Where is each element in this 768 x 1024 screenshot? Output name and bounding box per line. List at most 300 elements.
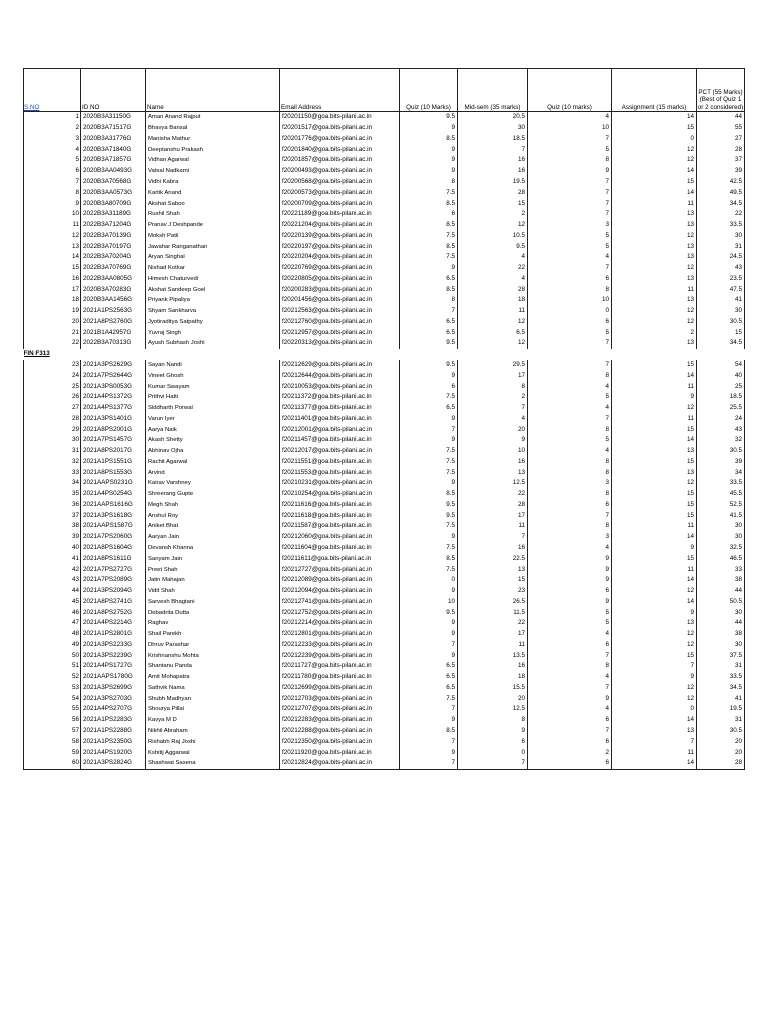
- cell-midsem: 16: [458, 543, 528, 554]
- cell-quiz-2: 7: [528, 263, 612, 274]
- table-row: [24, 736, 745, 747]
- cell-pct: 42.5: [697, 177, 745, 188]
- section-row: [24, 349, 745, 360]
- cell-id: 2021A7PS2644G: [81, 370, 146, 381]
- cell-quiz-1: 6.5: [400, 683, 458, 694]
- cell-quiz-1: 9: [400, 650, 458, 661]
- cell-assignment: 12: [612, 155, 697, 166]
- cell-pct: 32.5: [697, 543, 745, 554]
- cell-quiz-1: 7.5: [400, 187, 458, 198]
- cell-name: Aarya Naik: [146, 424, 280, 435]
- cell-quiz-2: 8: [528, 155, 612, 166]
- cell-quiz-2: 3: [528, 478, 612, 489]
- cell-sno: 11: [24, 220, 81, 231]
- cell-quiz-1: 9: [400, 263, 458, 274]
- cell-name: Aaryan Jain: [146, 532, 280, 543]
- cell-quiz-2: 7: [528, 198, 612, 209]
- cell-quiz-1: 8.5: [400, 220, 458, 231]
- cell-midsem: 20: [458, 693, 528, 704]
- table-row: [24, 457, 745, 468]
- cell-sno: 17: [24, 284, 81, 295]
- cell-quiz-1: 7.5: [400, 457, 458, 468]
- cell-quiz-2: 0: [528, 306, 612, 317]
- cell-quiz-1: 8.5: [400, 553, 458, 564]
- cell-quiz-2: 6: [528, 758, 612, 769]
- cell-quiz-1: 9: [400, 435, 458, 446]
- cell-quiz-1: 7: [400, 306, 458, 317]
- cell-id: 2021A1PS2288G: [81, 726, 146, 737]
- table-row: [24, 166, 745, 177]
- cell-midsem: 22: [458, 618, 528, 629]
- cell-assignment: 0: [612, 704, 697, 715]
- cell-id: 2020B3A71517G: [81, 123, 146, 134]
- cell-name: Yuvraj Singh: [146, 327, 280, 338]
- cell-assignment: 13: [612, 467, 697, 478]
- cell-email: f20211618@goa.bits-pilani.ac.in: [280, 510, 400, 521]
- cell-email: f20212760@goa.bits-pilani.ac.in: [280, 317, 400, 328]
- cell-email: f20210231@goa.bits-pilani.ac.in: [280, 478, 400, 489]
- cell-email: f20212727@goa.bits-pilani.ac.in: [280, 564, 400, 575]
- cell-sno: 14: [24, 252, 81, 263]
- cell-sno: 59: [24, 747, 81, 758]
- cell-sno: 54: [24, 693, 81, 704]
- cell-assignment: 13: [612, 618, 697, 629]
- cell-id: 2020B3A80709G: [81, 198, 146, 209]
- cell-midsem: 7: [458, 758, 528, 769]
- cell-pct: 20: [697, 736, 745, 747]
- cell-name: Pranav J Deshpande: [146, 220, 280, 231]
- cell-name: Anshul Roy: [146, 510, 280, 521]
- cell-quiz-1: 9.5: [400, 607, 458, 618]
- cell-quiz-2: 7: [528, 683, 612, 694]
- cell-quiz-2: 3: [528, 220, 612, 231]
- cell-assignment: 15: [612, 123, 697, 134]
- cell-id: 2021AAPS1587G: [81, 521, 146, 532]
- cell-email: f20212094@goa.bits-pilani.ac.in: [280, 586, 400, 597]
- cell-assignment: 0: [612, 134, 697, 145]
- cell-quiz-1: 6.5: [400, 672, 458, 683]
- cell-quiz-1: 7.5: [400, 564, 458, 575]
- cell-assignment: 15: [612, 457, 697, 468]
- table-row: [24, 187, 745, 198]
- cell-midsem: 20: [458, 424, 528, 435]
- cell-pct: 30: [697, 532, 745, 543]
- cell-sno: 19: [24, 306, 81, 317]
- cell-name: Jawahar Ranganathan: [146, 241, 280, 252]
- marks-sheet: [23, 68, 744, 770]
- cell-assignment: 11: [612, 381, 697, 392]
- cell-midsem: 9: [458, 435, 528, 446]
- cell-assignment: 14: [612, 370, 697, 381]
- cell-assignment: 12: [612, 144, 697, 155]
- cell-id: 2021A8PS1604G: [81, 543, 146, 554]
- cell-name: Shail Parekh: [146, 629, 280, 640]
- cell-id: 2022B3A70197G: [81, 241, 146, 252]
- table-row: [24, 672, 745, 683]
- cell-quiz-2: 3: [528, 532, 612, 543]
- cell-sno: 55: [24, 704, 81, 715]
- cell-pct: 39: [697, 166, 745, 177]
- cell-assignment: 7: [612, 661, 697, 672]
- cell-midsem: 12: [458, 220, 528, 231]
- cell-name: Preet Shah: [146, 564, 280, 575]
- cell-sno: 4: [24, 144, 81, 155]
- table-row: [24, 704, 745, 715]
- cell-email: f20212824@goa.bits-pilani.ac.in: [280, 758, 400, 769]
- cell-sno: 34: [24, 478, 81, 489]
- cell-pct: 47.5: [697, 284, 745, 295]
- cell-midsem: 28: [458, 500, 528, 511]
- cell-sno: 38: [24, 521, 81, 532]
- cell-sno: 40: [24, 543, 81, 554]
- table-row: [24, 489, 745, 500]
- cell-assignment: 14: [612, 715, 697, 726]
- cell-email: f20201456@goa.bits-pilani.ac.in: [280, 295, 400, 306]
- cell-name: Rachit Agarwal: [146, 457, 280, 468]
- cell-quiz-1: 7: [400, 704, 458, 715]
- table-row: [24, 134, 745, 145]
- cell-name: Deeptanshu Prakash: [146, 144, 280, 155]
- cell-pct: 41: [697, 295, 745, 306]
- cell-midsem: 17: [458, 510, 528, 521]
- cell-midsem: 0: [458, 747, 528, 758]
- cell-email: f20211551@goa.bits-pilani.ac.in: [280, 457, 400, 468]
- cell-assignment: 15: [612, 360, 697, 371]
- cell-quiz-2: 6: [528, 736, 612, 747]
- cell-quiz-2: 9: [528, 693, 612, 704]
- cell-quiz-2: 8: [528, 424, 612, 435]
- cell-midsem: 11: [458, 521, 528, 532]
- header-name: Name: [146, 69, 280, 112]
- cell-assignment: 14: [612, 435, 697, 446]
- cell-pct: 25.5: [697, 403, 745, 414]
- cell-quiz-1: 10: [400, 596, 458, 607]
- cell-email: f20211616@goa.bits-pilani.ac.in: [280, 500, 400, 511]
- cell-id: 2020B3A70283G: [81, 284, 146, 295]
- cell-quiz-1: 9: [400, 715, 458, 726]
- table-row: [24, 112, 745, 123]
- cell-assignment: 15: [612, 510, 697, 521]
- cell-email: f20201840@goa.bits-pilani.ac.in: [280, 144, 400, 155]
- table-row: [24, 209, 745, 220]
- cell-id: 2021A1PS2801G: [81, 629, 146, 640]
- cell-name: Devansh Khanna: [146, 543, 280, 554]
- cell-assignment: 15: [612, 177, 697, 188]
- cell-pct: 46.5: [697, 553, 745, 564]
- cell-sno: 60: [24, 758, 81, 769]
- cell-pct: 30.5: [697, 446, 745, 457]
- cell-midsem: 28: [458, 187, 528, 198]
- cell-email: f20210254@goa.bits-pilani.ac.in: [280, 489, 400, 500]
- cell-assignment: 12: [612, 403, 697, 414]
- cell-email: f20212288@goa.bits-pilani.ac.in: [280, 726, 400, 737]
- cell-name: Ayush Subhash Joshi: [146, 338, 280, 349]
- student-rows-group-1: [24, 112, 745, 349]
- cell-name: Nishad Kotkar: [146, 263, 280, 274]
- header-id: ID NO: [81, 69, 146, 112]
- cell-name: Sathvik Nama: [146, 683, 280, 694]
- cell-quiz-1: 8.5: [400, 284, 458, 295]
- cell-name: Arvind: [146, 467, 280, 478]
- cell-assignment: 11: [612, 198, 697, 209]
- cell-email: f20200283@goa.bits-pilani.ac.in: [280, 284, 400, 295]
- cell-pct: 24: [697, 413, 745, 424]
- cell-email: f20212707@goa.bits-pilani.ac.in: [280, 704, 400, 715]
- cell-id: 2021A7PS2060G: [81, 532, 146, 543]
- cell-sno: 30: [24, 435, 81, 446]
- cell-pct: 20: [697, 747, 745, 758]
- cell-id: 2021B1A42957G: [81, 327, 146, 338]
- cell-assignment: 9: [612, 672, 697, 683]
- cell-assignment: 9: [612, 607, 697, 618]
- cell-sno: 26: [24, 392, 81, 403]
- cell-pct: 49.5: [697, 187, 745, 198]
- cell-quiz-2: 6: [528, 586, 612, 597]
- cell-sno: 53: [24, 683, 81, 694]
- cell-id: 2021A4PS1727G: [81, 661, 146, 672]
- cell-midsem: 6.5: [458, 327, 528, 338]
- cell-quiz-2: 2: [528, 747, 612, 758]
- cell-email: f20220139@goa.bits-pilani.ac.in: [280, 230, 400, 241]
- header-pct: PCT (55 Marks) (Best of Quiz 1 or 2 considered): [697, 69, 745, 112]
- cell-pct: 54: [697, 360, 745, 371]
- cell-pct: 40: [697, 370, 745, 381]
- cell-id: 2021A8PS1553G: [81, 467, 146, 478]
- cell-email: f20200493@goa.bits-pilani.ac.in: [280, 166, 400, 177]
- cell-quiz-2: 4: [528, 252, 612, 263]
- cell-assignment: 12: [612, 586, 697, 597]
- header-sno[interactable]: S.NO: [24, 69, 81, 112]
- cell-quiz-2: 4: [528, 381, 612, 392]
- cell-sno: 37: [24, 510, 81, 521]
- cell-midsem: 12.5: [458, 478, 528, 489]
- cell-email: f20212350@goa.bits-pilani.ac.in: [280, 736, 400, 747]
- cell-pct: 44: [697, 112, 745, 123]
- cell-quiz-1: 7.5: [400, 693, 458, 704]
- cell-sno: 28: [24, 413, 81, 424]
- cell-sno: 24: [24, 370, 81, 381]
- cell-id: 2020B3AA0573G: [81, 187, 146, 198]
- cell-id: 2020B3AA1456G: [81, 295, 146, 306]
- table-row: [24, 715, 745, 726]
- cell-midsem: 13: [458, 467, 528, 478]
- cell-pct: 33.5: [697, 478, 745, 489]
- cell-midsem: 29.5: [458, 360, 528, 371]
- cell-sno: 27: [24, 403, 81, 414]
- table-row: [24, 284, 745, 295]
- cell-assignment: 11: [612, 413, 697, 424]
- cell-assignment: 13: [612, 241, 697, 252]
- cell-quiz-2: 4: [528, 543, 612, 554]
- cell-quiz-1: 9: [400, 123, 458, 134]
- cell-name: Moksh Patil: [146, 230, 280, 241]
- cell-quiz-2: 7: [528, 413, 612, 424]
- cell-assignment: 13: [612, 252, 697, 263]
- cell-email: f20200573@goa.bits-pilani.ac.in: [280, 187, 400, 198]
- cell-id: 2020B3A31776G: [81, 134, 146, 145]
- table-row: [24, 370, 745, 381]
- cell-email: f20221204@goa.bits-pilani.ac.in: [280, 220, 400, 231]
- cell-email: f20212214@goa.bits-pilani.ac.in: [280, 618, 400, 629]
- cell-pct: 18.5: [697, 392, 745, 403]
- cell-quiz-2: 5: [528, 144, 612, 155]
- table-row: [24, 392, 745, 403]
- cell-email: f20212283@goa.bits-pilani.ac.in: [280, 715, 400, 726]
- cell-quiz-1: 7.5: [400, 467, 458, 478]
- table-row: [24, 198, 745, 209]
- cell-name: Aman Anand Rajput: [146, 112, 280, 123]
- cell-id: 2021AAPS1616G: [81, 500, 146, 511]
- cell-email: f20220769@goa.bits-pilani.ac.in: [280, 263, 400, 274]
- cell-email: f20212801@goa.bits-pilani.ac.in: [280, 629, 400, 640]
- cell-id: 2021A8PS2017G: [81, 446, 146, 457]
- cell-quiz-2: 7: [528, 209, 612, 220]
- table-row: [24, 177, 745, 188]
- cell-name: Vidit Shah: [146, 586, 280, 597]
- table-row: [24, 467, 745, 478]
- cell-email: f20201776@goa.bits-pilani.ac.in: [280, 134, 400, 145]
- cell-midsem: 16: [458, 166, 528, 177]
- cell-pct: 30: [697, 521, 745, 532]
- cell-name: Jatin Mahajan: [146, 575, 280, 586]
- cell-quiz-1: 9.5: [400, 338, 458, 349]
- cell-assignment: 12: [612, 683, 697, 694]
- cell-name: Akshat Sandeep Goel: [146, 284, 280, 295]
- cell-id: 2021A4PS2707G: [81, 704, 146, 715]
- cell-assignment: 14: [612, 596, 697, 607]
- cell-name: Kumar Swayam: [146, 381, 280, 392]
- cell-name: Kartik Anand: [146, 187, 280, 198]
- table-row: [24, 123, 745, 134]
- cell-email: f20212703@goa.bits-pilani.ac.in: [280, 693, 400, 704]
- cell-sno: 52: [24, 672, 81, 683]
- cell-quiz-1: 9: [400, 166, 458, 177]
- cell-sno: 51: [24, 661, 81, 672]
- cell-quiz-1: 6: [400, 209, 458, 220]
- cell-quiz-1: 7: [400, 640, 458, 651]
- cell-pct: 30: [697, 306, 745, 317]
- cell-pct: 28: [697, 144, 745, 155]
- cell-id: 2022B3A71204G: [81, 220, 146, 231]
- cell-id: 2022B3A70313G: [81, 338, 146, 349]
- cell-sno: 58: [24, 736, 81, 747]
- cell-email: f20212644@goa.bits-pilani.ac.in: [280, 370, 400, 381]
- table-row: [24, 683, 745, 694]
- cell-name: Kavya M D: [146, 715, 280, 726]
- cell-sno: 1: [24, 112, 81, 123]
- cell-pct: 34.5: [697, 683, 745, 694]
- cell-email: f20211611@goa.bits-pilani.ac.in: [280, 553, 400, 564]
- cell-assignment: 12: [612, 478, 697, 489]
- cell-email: f20211604@goa.bits-pilani.ac.in: [280, 543, 400, 554]
- cell-assignment: 12: [612, 230, 697, 241]
- table-row: [24, 435, 745, 446]
- cell-name: Raghav: [146, 618, 280, 629]
- cell-assignment: 11: [612, 564, 697, 575]
- cell-id: 2021A3PS2699G: [81, 683, 146, 694]
- cell-name: Nikhil Abraham: [146, 726, 280, 737]
- cell-name: Vidhi Kabra: [146, 177, 280, 188]
- cell-quiz-1: 8: [400, 177, 458, 188]
- cell-pct: 41.5: [697, 510, 745, 521]
- cell-midsem: 16: [458, 457, 528, 468]
- table-row: [24, 553, 745, 564]
- cell-sno: 32: [24, 457, 81, 468]
- cell-pct: 32: [697, 435, 745, 446]
- cell-id: 2022B3AA0805G: [81, 273, 146, 284]
- cell-midsem: 17: [458, 629, 528, 640]
- table-row: [24, 403, 745, 414]
- cell-midsem: 8: [458, 381, 528, 392]
- table-row: [24, 306, 745, 317]
- cell-name: Vidhan Agarwal: [146, 155, 280, 166]
- cell-quiz-1: 9: [400, 532, 458, 543]
- header-quiz-2: Quiz (10 marks): [528, 69, 612, 112]
- cell-id: 2021A4PS2214G: [81, 618, 146, 629]
- section-label: FIN F313: [23, 350, 50, 358]
- table-row: [24, 726, 745, 737]
- cell-midsem: 15: [458, 575, 528, 586]
- cell-assignment: 15: [612, 424, 697, 435]
- cell-assignment: 14: [612, 758, 697, 769]
- cell-name: Siddharth Porwal: [146, 403, 280, 414]
- cell-email: f20212239@goa.bits-pilani.ac.in: [280, 650, 400, 661]
- cell-quiz-1: 6.5: [400, 327, 458, 338]
- cell-assignment: 15: [612, 500, 697, 511]
- cell-midsem: 10.5: [458, 230, 528, 241]
- cell-midsem: 22: [458, 489, 528, 500]
- cell-sno: 18: [24, 295, 81, 306]
- cell-midsem: 13.5: [458, 650, 528, 661]
- cell-id: 2021A1PS2283G: [81, 715, 146, 726]
- cell-pct: 50.5: [697, 596, 745, 607]
- cell-midsem: 6: [458, 736, 528, 747]
- cell-email: f20212563@goa.bits-pilani.ac.in: [280, 306, 400, 317]
- cell-sno: 48: [24, 629, 81, 640]
- cell-id: 2021A3PS2703G: [81, 693, 146, 704]
- cell-pct: 55: [697, 123, 745, 134]
- cell-email: f20201517@goa.bits-pilani.ac.in: [280, 123, 400, 134]
- cell-email: f20212089@goa.bits-pilani.ac.in: [280, 575, 400, 586]
- cell-email: f20201857@goa.bits-pilani.ac.in: [280, 155, 400, 166]
- cell-midsem: 19.5: [458, 177, 528, 188]
- cell-quiz-1: 8.5: [400, 726, 458, 737]
- cell-id: 2021A4PS1377G: [81, 403, 146, 414]
- cell-name: Kshitij Aggarwal: [146, 747, 280, 758]
- cell-name: Jyotiraditya Satpathy: [146, 317, 280, 328]
- table-row: [24, 317, 745, 328]
- cell-assignment: 12: [612, 263, 697, 274]
- cell-assignment: 12: [612, 640, 697, 651]
- cell-assignment: 15: [612, 650, 697, 661]
- cell-assignment: 7: [612, 736, 697, 747]
- cell-midsem: 18: [458, 672, 528, 683]
- cell-assignment: 13: [612, 220, 697, 231]
- cell-assignment: 14: [612, 166, 697, 177]
- cell-name: Dhruv Parashar: [146, 640, 280, 651]
- cell-pct: 38: [697, 629, 745, 640]
- cell-midsem: 11.5: [458, 607, 528, 618]
- cell-assignment: 13: [612, 295, 697, 306]
- table-row: [24, 220, 745, 231]
- cell-assignment: 9: [612, 392, 697, 403]
- cell-quiz-1: 8.5: [400, 134, 458, 145]
- cell-midsem: 11: [458, 640, 528, 651]
- cell-assignment: 9: [612, 543, 697, 554]
- cell-name: Vineet Ghosh: [146, 370, 280, 381]
- cell-quiz-1: 9: [400, 747, 458, 758]
- table-row: [24, 629, 745, 640]
